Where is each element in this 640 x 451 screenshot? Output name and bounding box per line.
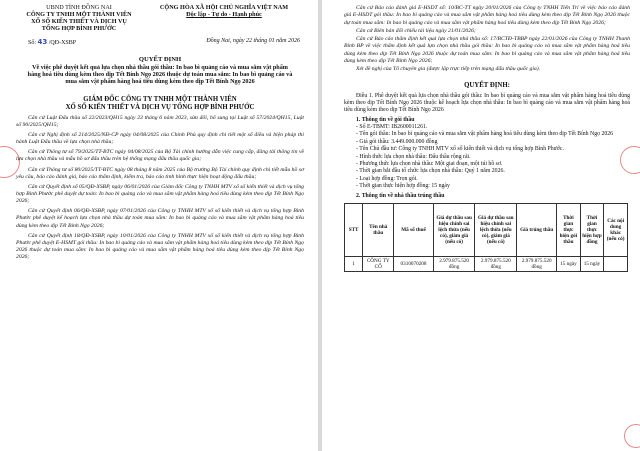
section-2-title: 2. Thông tin về nhà thầu trúng thầu — [356, 192, 445, 199]
package-info-item: - Giá gói thầu: 3.449.000.000 đồng — [356, 138, 438, 145]
column-header: Giá dự thầu sau hiệu chính sai lệch thừa (nếu có), giảm giá (nếu có) — [433, 204, 475, 257]
decision-subject: Về việc phê duyệt kết quả lựa chọn nhà thầu gói thầu: In bao bì quảng cáo và mua sắm vật phẩm hàng hoá tiêu dùng kèm theo dịp Tết Bính Ngọ 2026 thuộc dự toán mua sắm: In bao bì quảng cáo và mua sắm vật phẩm hàng hoá tiêu dùng kèm theo dịp Tết Bính Ngọ 2026 — [27, 64, 293, 86]
national-title — [144, 4, 304, 32]
package-info-item: - Hình thức lựa chọn nhà thầu: Đấu thầu rộng rãi. — [356, 153, 471, 160]
issuing-organization — [16, 4, 142, 32]
table-cell: 15 ngày — [557, 257, 581, 272]
decision-page-2 — [322, 0, 640, 451]
column-header: Giá dự thầu sau hiệu chỉnh sai lệch thừa (nếu có), giảm giá (nếu có) — [475, 204, 517, 257]
legal-basis-paragraph: Căn cứ Thông tư số 80/2025/TT-BTC ngày 08 tháng 8 năm 2025 của Bộ trưởng Bộ Tài chính quy định chi tiết mẫu hồ sơ yêu cầu, báo cáo đánh giá, báo cáo thẩm định, kiểm tra, báo cáo tình hình thực hiện hoạt động đấu thầu; — [16, 166, 304, 180]
table-cell: 2.979.875.520 đồng — [433, 257, 475, 272]
basis-paragraph: Xét đề nghị của Tổ chuyên gia (được lập trực tiếp trên mạng đấu thầu quốc gia). — [356, 66, 541, 73]
article-1: Điều 1. Phê duyệt kết quả lựa chọn nhà thầu gói thầu: In bao bì quảng cáo và mua sắm vật phẩm hàng hoá tiêu dùng kèm theo dịp Tết Bính Ngọ 2026 thuộc kế hoạch lựa chọn nhà thầu: In bao bì quảng cáo và mua sắm vật phẩm hàng hoá tiêu dùng kèm theo dịp Tết Bính Ngọ 2026 — [344, 92, 630, 114]
winning-bidder-table — [344, 203, 628, 272]
legal-basis-paragraph: Căn cứ Luật Đấu thầu số 22/2023/QH15 ngày 23 tháng 6 năm 2023, sửa đổi, bổ sung tại Luật số 57/2024/QH15, Luật số 90/2025/QH15; — [16, 114, 304, 128]
table-row — [345, 257, 628, 272]
org-line-3: XỔ SỐ KIẾN THIẾT VÀ DỊCH VỤ — [31, 18, 127, 25]
column-header: Giá trúng thầu — [517, 204, 557, 257]
package-info-item: - Thời gian bắt đầu tổ chức lựa chọn nhà thầu: Quý 1 năm 2026. — [356, 168, 505, 175]
decision-page-1 — [0, 0, 318, 451]
table-cell — [604, 257, 628, 272]
column-header: Thời gian thực hiện hợp đồng — [580, 204, 604, 257]
decision-heading: QUYẾT ĐỊNH: — [464, 81, 510, 89]
decision-title: QUYẾT ĐỊNH — [138, 56, 182, 63]
legal-basis-paragraph: Căn cứ Quyết định 18/QĐ-XSBP, ngày 10/01/2026 của Công ty TNHH MTV xổ số kiến thiết và dịch vụ tổng hợp Bình Phước phê duyệt E-HSMT gói thầu: In bao bì quảng cáo và mua sắm vật phẩm hàng hoá tiêu dùng kèm theo dịp Tết Bính Ngọ 2026 thuộc dự toán mua sắm: In bao bì quảng cáo và mua sắm vật phẩm hàng hoá tiêu dùng kèm theo dịp Tết Bính Ngọ 2026; — [16, 232, 304, 261]
doc-number-prefix: Số: — [28, 40, 37, 46]
column-header: Thời gian thực hiện gói thầu — [557, 204, 581, 257]
country-name: CỘNG HÒA XÃ HỘI CHỦ NGHĨA VIỆT NAM — [159, 4, 289, 11]
doc-number-suffix: /QĐ-XSBP — [48, 40, 77, 46]
document-number — [16, 38, 76, 46]
legal-basis-paragraph: Căn cứ Quyết định số 05/QĐ-XSBP, ngày 06/01/2026 của Giám đốc Công ty TNHH MTV xổ số kiến thiết và dịch vụ tổng hợp Bình Phước phê duyệt dự toán: In bao bì quảng cáo và mua sắm vật phẩm hàng hoá tiêu dùng kèm theo dịp Tết Bính Ngọ 2026; — [16, 183, 305, 205]
national-motto: Độc lập - Tự do - Hạnh phúc — [186, 11, 262, 18]
table-cell: 1 — [345, 257, 363, 272]
table-cell: 0310070208 — [394, 257, 433, 272]
package-info-item: - Loại hợp đồng: Trọn gói. — [356, 175, 418, 182]
table-cell: CÔNG TY CỔ — [363, 257, 394, 272]
director-title-line-1: GIÁM ĐỐC CÔNG TY TNHH MỘT THÀNH VIÊN — [83, 95, 237, 103]
director-title-line-2: XỔ SỐ KIẾN THIẾT VÀ DỊCH VỤ TỔNG HỢP BÌNH PHƯỚC — [65, 103, 255, 111]
table-cell: 2.979.875.520 đồng — [475, 257, 517, 272]
column-header: STT — [345, 204, 363, 257]
column-header: Mã số thuế — [394, 204, 433, 257]
package-info-item: - Phương thức lựa chọn nhà thầu: Một giai đoạn, một túi hồ sơ. — [356, 161, 503, 167]
org-line-2: CÔNG TY TNHH MỘT THÀNH VIÊN — [26, 11, 132, 18]
doc-number-handwritten: 43 — [37, 38, 48, 46]
number-date-row — [16, 38, 304, 46]
basis-paragraph: Căn cứ Biên bản đối chiếu tài liệu ngày 21/01/2026; — [356, 27, 476, 34]
document-header — [16, 4, 304, 32]
legal-basis-paragraph: Căn cứ Thông tư số 79/2025/TT-BTC ngày 04/08/2025 của Bộ Tài chính hướng dẫn việc cung cấp, đăng tải thông tin về lựa chọn nhà thầu và mẫu hồ sơ đấu thầu trên hệ thống mạng đấu thầu quốc gia; — [16, 149, 304, 163]
org-line-4: TỔNG HỢP BÌNH PHƯỚC — [41, 25, 117, 32]
table-cell: 2.979.875.520 đồng — [517, 257, 557, 272]
table-cell: 15 ngày — [580, 257, 604, 272]
basis-paragraph: Căn cứ Báo cáo thẩm định kết quả lựa chọn nhà thầu số: 17/BCTĐ-TBBP ngày 22/01/2026 của Công ty TNHH Thanh Bình BP về việc thẩm định kết quả lựa chọn nhà thầu gói thầu: In bao bì quảng cáo và mua sắm vật phẩm hàng hoá tiêu dùng kèm theo dịp Tết Bính Ngọ 2026 thuộc dự toán mua sắm: In bao bì quảng cáo và mua sắm vật phẩm hàng hoá tiêu dùng kèm theo dịp Tết Bính Ngọ 2026; — [344, 36, 630, 65]
basis-paragraph: Căn cứ Báo cáo đánh giá E-HSDT số: 10/BC-TT ngày 20/01/2026 của Công ty TNHH Tiến Trí về việc báo cáo đánh giá E-HSDT gói thầu: In bao bì quảng cáo và mua sắm vật phẩm hàng hoá tiêu dùng kèm theo dịp Tết Bính Ngọ 2026 thuộc dự toán mua sắm: In bao bì quảng cáo và mua sắm vật phẩm hàng hoá tiêu dùng kèm theo dịp Tết Bính Ngọ 2026; — [344, 5, 630, 26]
column-header: Các nội dung khác (nếu có) — [604, 204, 628, 257]
document-date: Đồng Nai, ngày 22 tháng 01 năm 2026 — [206, 38, 300, 44]
column-header: Tên nhà thầu — [363, 204, 394, 257]
package-info-item: - Tên Chủ đầu tư: Công ty TNHH MTV xổ số kiến thiết và dịch vụ tổng hợp Bình Phước. — [356, 146, 564, 153]
red-seal-stamp — [620, 146, 640, 174]
package-info-item: - Tên gói thầu: In bao bì quảng cáo và mua sắm vật phẩm hàng hoá tiêu dùng kèm theo dịp Tết Bính Ngọ 2026 — [356, 131, 614, 138]
legal-basis-paragraph: Căn cứ Quyết định 06/QĐ-XSBP, ngày 07/01/2026 của Công ty TNHH MTV xổ số kiến thiết và dịch vụ tổng hợp Bình Phước phê duyệt kế hoạch lựa chọn nhà thầu dự toán mua sắm: In bao bì quảng cáo và mua sắm vật phẩm hàng hoá tiêu dùng kèm theo dịp Tết Bính Ngọ 2026; — [16, 208, 304, 229]
org-line-1: UBND TỈNH ĐỒNG NAI — [46, 4, 112, 11]
table-header-row — [345, 204, 628, 257]
section-1-title: 1. Thông tin về gói thầu — [356, 116, 415, 123]
legal-basis-paragraph: Căn cứ Nghị định số 214/2025/NĐ-CP ngày 04/08/2025 của Chính Phủ quy định chi tiết một số điều và biện pháp thi hành Luật Đấu thầu về lựa chọn nhà thầu; — [16, 131, 304, 146]
package-info-item: - Số E-TBMT: IB2600011261. — [356, 123, 428, 130]
package-info-item: - Thời gian thực hiện hợp đồng: 15 ngày — [356, 183, 450, 190]
